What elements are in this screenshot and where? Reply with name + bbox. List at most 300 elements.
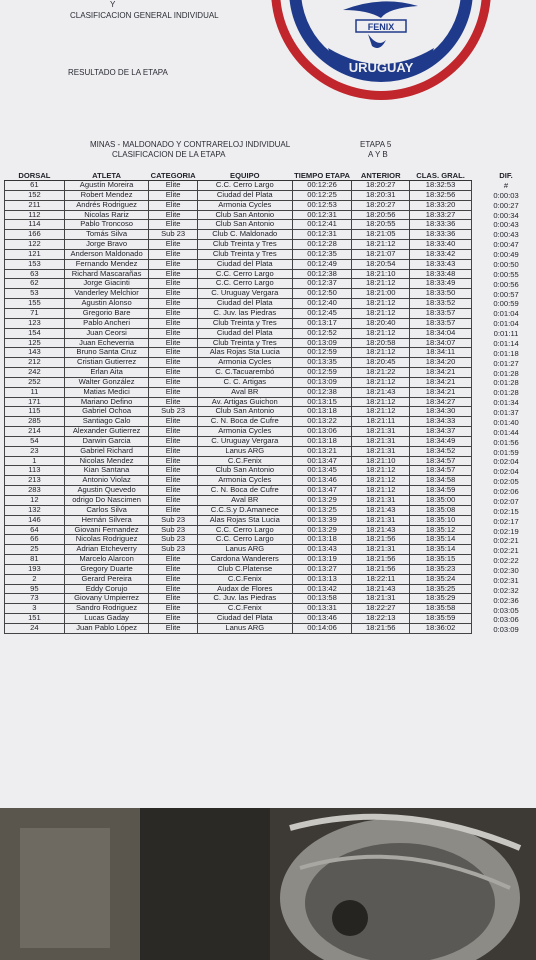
row-clas-gral: 18:33:50 [410,289,472,299]
row-anterior: 18:21:12 [352,308,410,318]
row-equipo: Club San Antonio [197,220,292,230]
row-dorsal: 212 [5,358,65,368]
table-row [5,299,472,309]
row-atleta: Matias Medici [64,387,149,397]
row-anterior: 18:21:31 [352,515,410,525]
row-tiempo-etapa: 00:13:18 [292,407,352,417]
row-categoria: Elite [149,338,197,348]
row-dif: 0:00:43 [493,230,519,240]
row-dif: 0:02:17 [493,516,519,526]
row-categoria: Elite [149,289,197,299]
row-clas-gral: 18:34:59 [410,486,472,496]
row-dif: 0:02:05 [493,477,519,487]
row-categoria: Sub 23 [149,535,197,545]
row-anterior: 18:20:55 [352,220,410,230]
background-photo [0,808,536,960]
stage-sub: A Y B [368,150,388,159]
row-anterior: 18:21:12 [352,486,410,496]
row-dorsal: 193 [5,564,65,574]
row-clas-gral: 18:35:14 [410,545,472,555]
table-row [5,338,472,348]
row-categoria: Elite [149,466,197,476]
row-tiempo-etapa: 00:13:18 [292,535,352,545]
row-clas-gral: 18:35:00 [410,496,472,506]
table-row [5,476,472,486]
row-anterior: 18:21:31 [352,427,410,437]
row-atleta: Tomás Silva [64,230,149,240]
table-row [5,436,472,446]
row-atleta: Juan Echeverria [64,338,149,348]
row-clas-gral: 18:34:37 [410,427,472,437]
top-mark: Y [110,0,116,9]
row-anterior: 18:20:27 [352,181,410,191]
row-dorsal: 122 [5,240,65,250]
row-dorsal: 242 [5,368,65,378]
row-clas-gral: 18:35:24 [410,574,472,584]
row-tiempo-etapa: 00:12:38 [292,269,352,279]
row-anterior: 18:21:56 [352,623,410,633]
row-dif: 0:01:14 [493,338,519,348]
table-row [5,456,472,466]
table-header-row [5,171,472,181]
row-clas-gral: 18:33:57 [410,308,472,318]
row-clas-gral: 18:35:23 [410,564,472,574]
row-anterior: 18:21:22 [352,368,410,378]
table-row [5,308,472,318]
row-dorsal: 214 [5,427,65,437]
row-dif: 0:02:31 [493,575,519,585]
row-dif: 0:02:07 [493,496,519,506]
row-categoria: Elite [149,318,197,328]
row-dif: 0:00:43 [493,220,519,230]
row-tiempo-etapa: 00:13:46 [292,476,352,486]
table-row [5,515,472,525]
row-clas-gral: 18:34:11 [410,348,472,358]
row-tiempo-etapa: 00:13:47 [292,486,352,496]
col-clas-gral: CLAS. GRAL. [410,171,472,181]
row-dorsal: 64 [5,525,65,535]
row-tiempo-etapa: 00:13:47 [292,456,352,466]
row-equipo: Club Treinta y Tres [197,240,292,250]
row-categoria: Elite [149,358,197,368]
row-equipo: Club San Antonio [197,210,292,220]
table-row [5,318,472,328]
row-categoria: Elite [149,368,197,378]
row-dif: 0:00:59 [493,299,519,309]
classification-title: CLASIFICACION GENERAL INDIVIDUAL [70,11,219,20]
row-tiempo-etapa: 00:13:22 [292,417,352,427]
row-atleta: Jorge Bravo [64,240,149,250]
row-clas-gral: 18:34:21 [410,377,472,387]
row-atleta: Agustin Alonso [64,299,149,309]
row-atleta: Gregorio Bare [64,308,149,318]
row-clas-gral: 18:33:48 [410,269,472,279]
stage-result-label: RESULTADO DE LA ETAPA [68,68,168,77]
table-row [5,623,472,633]
row-dif: 0:01:59 [493,447,519,457]
row-categoria: Elite [149,427,197,437]
row-clas-gral: 18:35:58 [410,604,472,614]
row-dif: 0:00:47 [493,240,519,250]
row-dif: 0:01:04 [493,309,519,319]
row-clas-gral: 18:33:36 [410,230,472,240]
row-atleta: Kian Santana [64,466,149,476]
table-row [5,230,472,240]
row-categoria: Elite [149,328,197,338]
row-equipo: Aval BR [197,387,292,397]
row-atleta: Pablo Ancheri [64,318,149,328]
row-categoria: Elite [149,190,197,200]
row-anterior: 18:21:12 [352,279,410,289]
row-dorsal: 11 [5,387,65,397]
col-categoria: CATEGORIA [150,171,196,180]
row-atleta: Gerard Pereira [64,574,149,584]
row-dorsal: 143 [5,348,65,358]
row-tiempo-etapa: 00:12:28 [292,240,352,250]
row-dif: 0:03:05 [493,605,519,615]
row-equipo: C.C. Cerro Largo [197,269,292,279]
table-row [5,446,472,456]
row-equipo: Armonia Cycles [197,427,292,437]
row-tiempo-etapa: 00:12:59 [292,348,352,358]
row-tiempo-etapa: 00:12:35 [292,249,352,259]
row-atleta: Anderson Maldonado [64,249,149,259]
row-dorsal: 53 [5,289,65,299]
row-dorsal: 171 [5,397,65,407]
row-anterior: 18:22:13 [352,614,410,624]
row-clas-gral: 18:34:07 [410,338,472,348]
row-anterior: 18:20:54 [352,259,410,269]
row-equipo: Lanus ARG [197,446,292,456]
row-equipo: C. N. Boca de Cufre [197,417,292,427]
row-atleta: Jorge Giacinti [64,279,149,289]
row-clas-gral: 18:35:29 [410,594,472,604]
table-row [5,397,472,407]
row-atleta: Gabriel Richard [64,446,149,456]
row-clas-gral: 18:32:53 [410,181,472,191]
row-tiempo-etapa: 00:13:13 [292,574,352,584]
row-atleta: Carlos Silva [64,505,149,515]
row-categoria: Sub 23 [149,545,197,555]
row-anterior: 18:20:31 [352,190,410,200]
table-row [5,555,472,565]
row-categoria: Elite [149,555,197,565]
row-anterior: 18:21:12 [352,476,410,486]
row-atleta: Eddy Corujo [64,584,149,594]
row-anterior: 18:21:12 [352,240,410,250]
row-anterior: 18:21:56 [352,564,410,574]
row-anterior: 18:21:11 [352,417,410,427]
row-categoria: Elite [149,456,197,466]
row-tiempo-etapa: 00:13:39 [292,515,352,525]
dif-column [478,171,534,635]
table-row [5,249,472,259]
row-anterior: 18:21:43 [352,505,410,515]
col-dif: DIF. [499,171,513,180]
row-dorsal: 166 [5,230,65,240]
row-dif: 0:02:22 [493,556,519,566]
row-dorsal: 71 [5,308,65,318]
row-dorsal: 54 [5,436,65,446]
row-tiempo-etapa: 00:13:27 [292,564,352,574]
row-clas-gral: 18:34:58 [410,476,472,486]
row-equipo: C.C.Fenix [197,604,292,614]
row-atleta: Lucas Gaday [64,614,149,624]
row-dif: 0:00:03 [493,190,519,200]
row-categoria: Elite [149,299,197,309]
row-dorsal: 113 [5,466,65,476]
row-dorsal: 151 [5,614,65,624]
row-categoria: Elite [149,240,197,250]
row-atleta: Gregory Duarte [64,564,149,574]
row-equipo: Ciudad del Plata [197,299,292,309]
row-dorsal: 95 [5,584,65,594]
table-row [5,348,472,358]
row-equipo: Av. Artigas Guichon [197,397,292,407]
table-row [5,200,472,210]
row-categoria: Elite [149,436,197,446]
row-dorsal: 23 [5,446,65,456]
row-categoria: Elite [149,377,197,387]
row-tiempo-etapa: 00:13:25 [292,505,352,515]
row-clas-gral: 18:33:57 [410,318,472,328]
row-atleta: Agustin Quevedo [64,486,149,496]
row-equipo: C.C. Cerro Largo [197,181,292,191]
row-clas-gral: 18:35:25 [410,584,472,594]
row-anterior: 18:21:31 [352,545,410,555]
col-equipo: EQUIPO [197,171,292,181]
row-categoria: Elite [149,446,197,456]
row-dorsal: 1 [5,456,65,466]
row-anterior: 18:21:12 [352,299,410,309]
row-equipo: C.C.S.y D.Amanece [197,505,292,515]
row-dif: 0:03:09 [493,625,519,635]
row-anterior: 18:21:12 [352,377,410,387]
row-dorsal: 211 [5,200,65,210]
row-tiempo-etapa: 00:12:37 [292,279,352,289]
row-atleta: Bruno Santa Cruz [64,348,149,358]
row-categoria: Sub 23 [149,407,197,417]
row-atleta: Giovany Umpierrez [64,594,149,604]
row-dorsal: 146 [5,515,65,525]
row-atleta: Mariano Defino [64,397,149,407]
row-dorsal: 63 [5,269,65,279]
row-dif: 0:02:04 [493,457,519,467]
row-clas-gral: 18:33:40 [410,240,472,250]
row-tiempo-etapa: 00:13:15 [292,397,352,407]
row-tiempo-etapa: 00:12:50 [292,289,352,299]
row-categoria: Elite [149,574,197,584]
table-row [5,496,472,506]
table-row [5,377,472,387]
row-dif: 0:01:27 [493,358,519,368]
table-row [5,181,472,191]
row-dif: 0:01:40 [493,417,519,427]
row-dif: 0:01:44 [493,427,519,437]
row-dorsal: 132 [5,505,65,515]
row-equipo: C.C. Cerro Largo [197,535,292,545]
row-dorsal: 114 [5,220,65,230]
table-row [5,407,472,417]
row-categoria: Elite [149,496,197,506]
row-tiempo-etapa: 00:12:26 [292,181,352,191]
row-dif: 0:01:11 [493,329,519,338]
row-anterior: 18:21:56 [352,535,410,545]
table-row [5,466,472,476]
row-equipo: Audax de Flores [197,584,292,594]
row-categoria: Sub 23 [149,525,197,535]
row-dorsal: 3 [5,604,65,614]
row-equipo: C. Juv. las Piedras [197,594,292,604]
row-atleta: Richard Mascarañas [64,269,149,279]
table-row [5,387,472,397]
row-dif: 0:00:27 [493,200,519,210]
row-anterior: 18:21:31 [352,594,410,604]
row-atleta: Walter González [64,377,149,387]
row-categoria: Elite [149,584,197,594]
row-dif: 0:02:06 [493,487,519,496]
col-anterior: ANTERIOR [352,171,410,181]
row-atleta: Marcelo Alarcon [64,555,149,565]
row-equipo: C.C.Fenix [197,456,292,466]
row-atleta: Giovani Fernandez [64,525,149,535]
row-dorsal: 152 [5,190,65,200]
row-equipo: Club Treinta y Tres [197,249,292,259]
row-anterior: 18:21:56 [352,555,410,565]
row-categoria: Elite [149,614,197,624]
row-tiempo-etapa: 00:13:46 [292,614,352,624]
row-anterior: 18:21:43 [352,387,410,397]
row-atleta: Agustín Moreira [64,181,149,191]
row-categoria: Elite [149,308,197,318]
row-categoria: Elite [149,259,197,269]
row-equipo: Alas Rojas Sta Lucia [197,515,292,525]
row-dif: 0:00:49 [493,250,519,259]
table-row [5,604,472,614]
row-equipo: C. Uruguay Vergara [197,289,292,299]
row-atleta: Juan Ceorsi [64,328,149,338]
row-tiempo-etapa: 00:13:58 [292,594,352,604]
row-equipo: Ciudad del Plata [197,614,292,624]
row-clas-gral: 18:35:14 [410,535,472,545]
row-anterior: 18:20:58 [352,338,410,348]
table-row [5,486,472,496]
row-clas-gral: 18:33:27 [410,210,472,220]
row-equipo: C.C. Cerro Largo [197,279,292,289]
row-anterior: 18:21:12 [352,397,410,407]
row-atleta: Andrés Rodriguez [64,200,149,210]
row-tiempo-etapa: 00:13:29 [292,525,352,535]
row-dorsal: 285 [5,417,65,427]
row-clas-gral: 18:34:20 [410,358,472,368]
row-anterior: 18:20:27 [352,200,410,210]
row-clas-gral: 18:34:49 [410,436,472,446]
row-clas-gral: 18:34:33 [410,417,472,427]
row-clas-gral: 18:35:15 [410,555,472,565]
row-clas-gral: 18:34:57 [410,456,472,466]
row-equipo: C. C. Artigas [197,377,292,387]
row-equipo: Club C. Maldonado [197,230,292,240]
row-atleta: Cristian Gutierrez [64,358,149,368]
row-equipo: Club C.Platense [197,564,292,574]
row-tiempo-etapa: 00:13:42 [292,584,352,594]
table-row [5,505,472,515]
row-anterior: 18:20:40 [352,318,410,328]
row-equipo: C.C. Cerro Largo [197,525,292,535]
row-tiempo-etapa: 00:13:19 [292,555,352,565]
row-dif: 0:00:50 [493,259,519,269]
row-atleta: Fernando Mendez [64,259,149,269]
row-anterior: 18:21:31 [352,436,410,446]
row-tiempo-etapa: 00:13:43 [292,545,352,555]
row-categoria: Sub 23 [149,515,197,525]
row-dif: 0:02:30 [493,566,519,575]
row-clas-gral: 18:34:04 [410,328,472,338]
row-equipo: Armonia Cycles [197,358,292,368]
row-equipo: Armonia Cycles [197,476,292,486]
row-equipo: Club San Antonio [197,407,292,417]
table-row [5,564,472,574]
row-clas-gral: 18:34:27 [410,397,472,407]
row-equipo: C. Juv. las Piedras [197,308,292,318]
row-categoria: Elite [149,417,197,427]
row-atleta: Hernán Silvera [64,515,149,525]
row-atleta: odrigo Do Nascimen [64,496,149,506]
row-atleta: Sandro Rodriguez [64,604,149,614]
row-dif: 0:03:06 [493,615,519,625]
row-dorsal: 61 [5,181,65,191]
row-tiempo-etapa: 00:12:49 [292,259,352,269]
row-tiempo-etapa: 00:12:25 [292,190,352,200]
row-clas-gral: 18:33:49 [410,279,472,289]
row-atleta: Santiago Calo [64,417,149,427]
row-tiempo-etapa: 00:13:06 [292,427,352,437]
row-categoria: Elite [149,397,197,407]
row-clas-gral: 18:33:36 [410,220,472,230]
route-title: MINAS - MALDONADO Y CONTRARELOJ INDIVIDUAL [90,140,291,149]
stage-number: ETAPA 5 [360,140,392,149]
row-dorsal: 125 [5,338,65,348]
table-row [5,427,472,437]
row-tiempo-etapa: 00:13:09 [292,338,352,348]
row-equipo: C. N. Boca de Cufre [197,486,292,496]
table-row [5,279,472,289]
table-row [5,289,472,299]
row-dif: 0:02:36 [493,595,519,605]
row-dif: 0:01:37 [493,408,519,417]
row-dif: 0:01:28 [493,378,519,388]
row-categoria: Elite [149,476,197,486]
row-equipo: Alas Rojas Sta Lucia [197,348,292,358]
row-equipo: Club Treinta y Tres [197,318,292,328]
row-equipo: Lanus ARG [197,545,292,555]
row-clas-gral: 18:33:52 [410,299,472,309]
row-tiempo-etapa: 00:12:53 [292,200,352,210]
row-clas-gral: 18:33:42 [410,249,472,259]
row-dorsal: 121 [5,249,65,259]
row-clas-gral: 18:36:02 [410,623,472,633]
club-logo [268,0,494,104]
row-tiempo-etapa: 00:14:06 [292,623,352,633]
row-tiempo-etapa: 00:13:09 [292,377,352,387]
row-dorsal: 73 [5,594,65,604]
row-equipo: Cardona Wanderers [197,555,292,565]
row-anterior: 18:21:43 [352,584,410,594]
row-anterior: 18:21:12 [352,328,410,338]
row-atleta: Darwin Garcia [64,436,149,446]
row-dorsal: 12 [5,496,65,506]
table-row [5,259,472,269]
